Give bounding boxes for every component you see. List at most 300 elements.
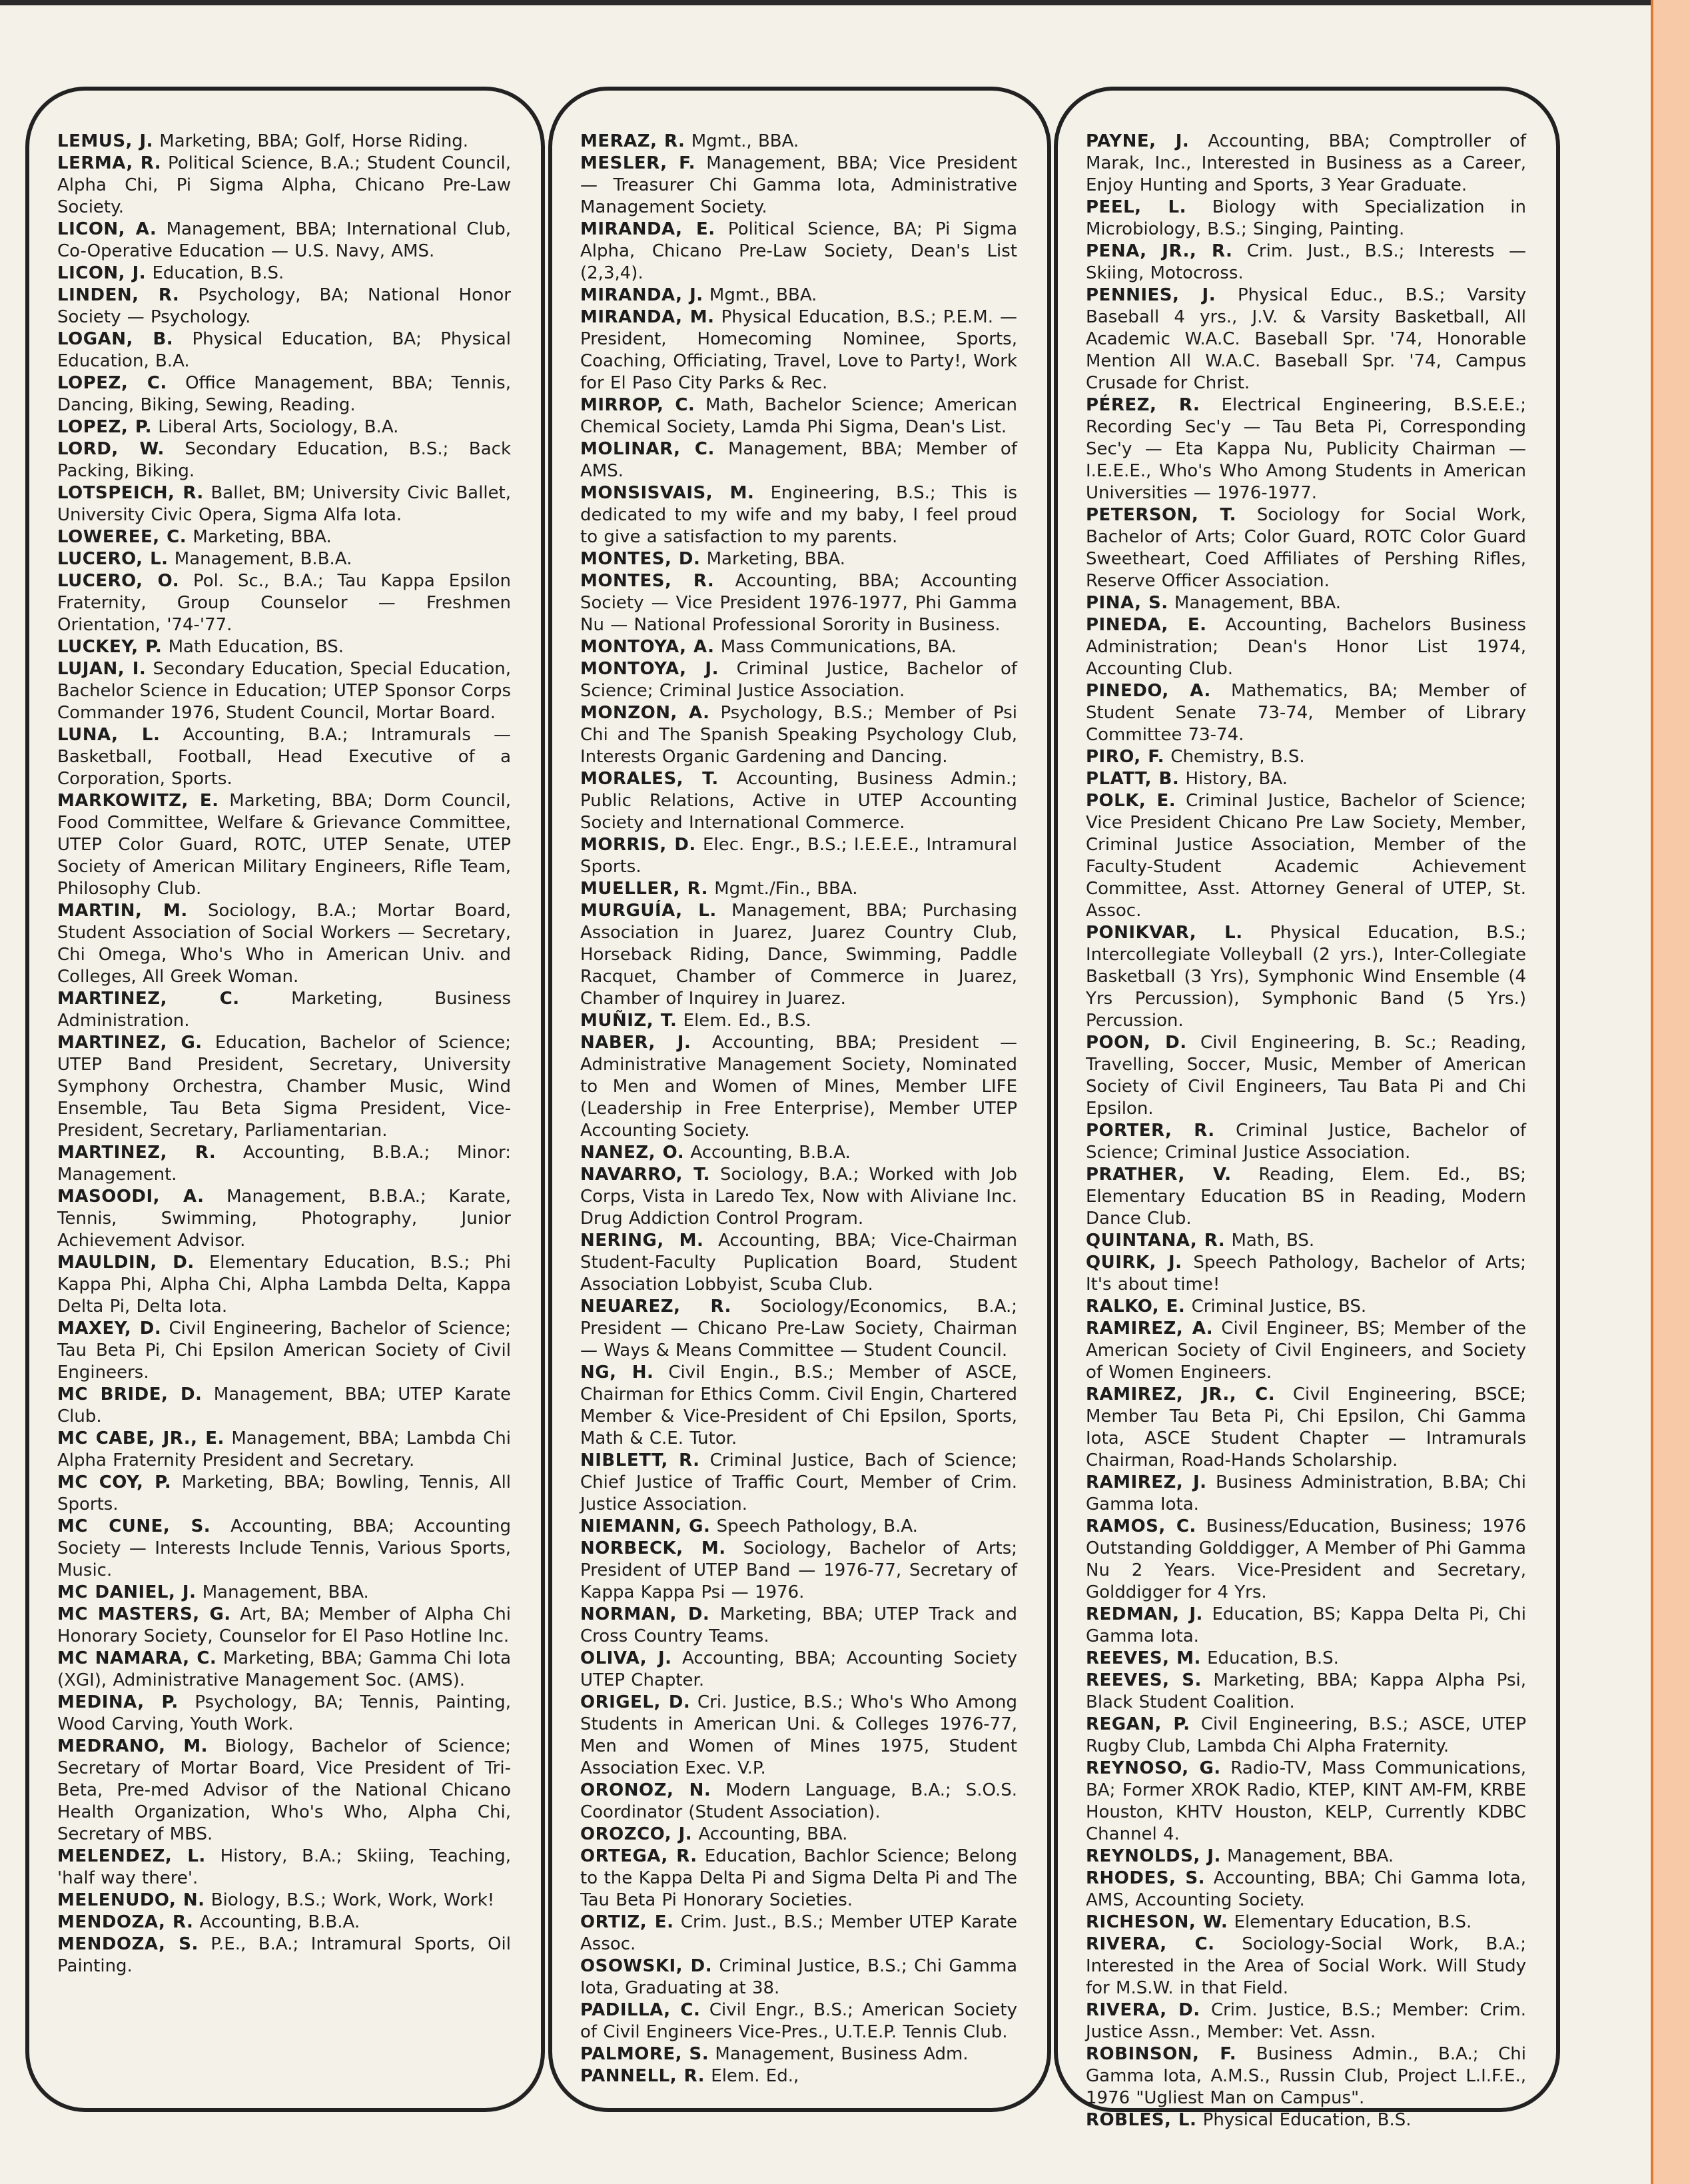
senior-name: PORTER, R. (1086, 1121, 1215, 1141)
senior-entry (57, 284, 511, 328)
senior-description: Marketing, BBA. (706, 549, 846, 569)
senior-description: Radio-TV, Mass Communications, BA; Former XROK Radio, KTEP, KINT AM-FM, KRBE Houston, KHTV Houston, KELP, Currently KDBC Channel 4. (1086, 1758, 1527, 1844)
senior-entry (580, 1164, 1017, 1230)
senior-description: Sociology for Social Work, Bachelor of Arts; Color Guard, ROTC Color Guard Sweetheart, Coed Affiliates of Pershing Rifles, Reserve Officer Association. (1086, 505, 1527, 591)
senior-entry (1086, 1384, 1526, 1472)
senior-entry (580, 219, 1017, 284)
senior-entry (1086, 768, 1526, 790)
senior-description: Biology with Specialization in Microbiology, B.S.; Singing, Painting. (1086, 197, 1526, 239)
senior-name: PEEL, L. (1086, 197, 1186, 217)
senior-description: Civil Engineer, BS; Member of the American Society of Civil Engineers, and Society of Women Engineers. (1086, 1319, 1527, 1382)
senior-entry (57, 1384, 511, 1428)
senior-name: MONTOYA, J. (580, 659, 719, 679)
senior-entry (57, 482, 511, 526)
senior-description: Sociology, Bachelor of Arts; President of UTEP Band — 1976-77, Secretary of Kappa Kappa Psi — 1976. (580, 1538, 1018, 1602)
senior-name: LINDEN, R. (57, 285, 180, 305)
senior-entry (580, 1846, 1017, 1911)
senior-description: Accounting, B.B.A.; Minor: Management. (57, 1143, 511, 1185)
senior-entry (57, 219, 511, 263)
senior-description: Engineering, B.S.; This is dedicated to my wife and my baby, I feel proud to give a satisfaction to my parents. (580, 483, 1018, 547)
senior-entry (580, 1538, 1017, 1604)
senior-entry (1086, 1472, 1526, 1516)
senior-entry (1086, 504, 1526, 592)
senior-description: Chemistry, B.S. (1170, 747, 1305, 767)
senior-name: PINEDO, A. (1086, 681, 1211, 701)
senior-description: Modern Language, B.A.; S.O.S. Coordinator (Student Association). (580, 1780, 1017, 1822)
senior-entry (57, 1252, 511, 1318)
senior-entry (1086, 2109, 1526, 2131)
senior-entry (580, 1955, 1017, 1999)
senior-name: OROZCO, J. (580, 1824, 693, 1844)
senior-entry (1086, 1230, 1526, 1252)
column-3 (1054, 87, 1560, 2130)
senior-name: NIEMANN, G. (580, 1516, 711, 1536)
senior-name: PINA, S. (1086, 593, 1168, 613)
senior-description: Reading, Elem. Ed., BS; Elementary Education BS in Reading, Modern Dance Club. (1086, 1165, 1527, 1229)
senior-description: P.E., B.A.; Intramural Sports, Oil Painting. (57, 1934, 511, 1976)
senior-entry (57, 1648, 511, 1692)
senior-description: Civil Engineering, BSCE; Member Tau Beta Pi, Chi Epsilon, Chi Gamma Iota, ASCE Student Chapter — Intramurals Chairman, Road-Hands Scholarship. (1086, 1384, 1527, 1470)
senior-name: MONZON, A. (580, 703, 710, 723)
senior-entry (580, 1362, 1017, 1450)
senior-description: Mgmt., BBA. (709, 285, 817, 305)
senior-name: LERMA, R. (57, 153, 162, 173)
senior-description: Crim. Just., B.S.; Interests — Skiing, Motocross. (1086, 241, 1526, 283)
senior-entry (1086, 1032, 1526, 1120)
senior-name: MORALES, T. (580, 769, 719, 789)
senior-description: Management, BBA. (202, 1582, 369, 1602)
senior-description: Secondary Education, Special Education, Bachelor Science in Education; UTEP Sponsor Corps Commander 1976, Student Council, Mortar Board. (57, 659, 512, 723)
senior-name: PRATHER, V. (1086, 1165, 1232, 1185)
senior-entry (57, 1472, 511, 1516)
senior-entry (57, 263, 511, 284)
senior-description: Elementary Education, B.S. (1234, 1912, 1472, 1932)
senior-description: Civil Engr., B.S.; American Society of Civil Engineers Vice-Pres., U.T.E.P. Tennis Club. (580, 2000, 1017, 2042)
senior-name: OSOWSKI, D. (580, 1956, 713, 1976)
senior-name: MONTES, R. (580, 571, 715, 591)
senior-entry (580, 1604, 1017, 1648)
senior-description: History, B.A.; Skiing, Teaching, 'half way there'. (57, 1846, 512, 1888)
senior-entry (57, 1318, 511, 1384)
senior-name: QUINTANA, R. (1086, 1231, 1226, 1251)
senior-description: Accounting, BBA; Accounting Society UTEP Chapter. (580, 1648, 1017, 1690)
senior-name: MARKOWITZ, E. (57, 791, 219, 811)
senior-description: Accounting, BBA; Accounting Society — Interests Include Tennis, Various Sports, Music. (57, 1516, 511, 1580)
senior-description: Art, BA; Member of Alpha Chi Honorary Society, Counselor for El Paso Hotline Inc. (57, 1604, 512, 1646)
senior-entry (1086, 394, 1526, 504)
senior-entry (580, 1032, 1017, 1142)
senior-description: Physical Education, B.S.; Intercollegiate Volleyball (2 yrs.), Inter-Collegiate Basketball (3 Yrs), Symphonic Wind Ensemble (4 Yrs Percussion), Symphonic Band (5 Yrs.) Percussion. (1086, 923, 1526, 1031)
senior-name: LOPEZ, P. (57, 417, 152, 437)
senior-entry (57, 1604, 511, 1648)
senior-name: MONTES, D. (580, 549, 701, 569)
senior-name: PLATT, B. (1086, 769, 1180, 789)
senior-description: Business/Education, Business; 1976 Outstanding Golddigger, A Member of Phi Gamma Nu 2 Years. Vice-President and Secretary, Golddigger for 4 Yrs. (1086, 1516, 1526, 1602)
senior-name: MC COY, P. (57, 1472, 172, 1492)
senior-description: Criminal Justice, B.S.; Chi Gamma Iota, Graduating at 38. (580, 1956, 1017, 1998)
senior-description: Math, BS. (1231, 1231, 1315, 1251)
senior-entry (580, 394, 1017, 438)
senior-description: Marketing, BBA; UTEP Track and Cross Country Teams. (580, 1604, 1018, 1646)
senior-entry (580, 834, 1017, 878)
senior-entry (57, 570, 511, 636)
senior-name: QUIRK, J. (1086, 1253, 1182, 1273)
senior-name: MARTIN, M. (57, 901, 188, 921)
senior-entry (57, 1736, 511, 1846)
senior-name: RIVERA, C. (1086, 1934, 1215, 1954)
senior-entry (580, 658, 1017, 702)
senior-name: RAMIREZ, J. (1086, 1472, 1207, 1492)
senior-name: MENDOZA, R. (57, 1912, 194, 1932)
senior-description: Biology, Bachelor of Science; Secretary of Mortar Board, Vice President of Tri-Beta, Pre-med Advisor of the National Chicano Health Organization, Who's Who, Alpha Chi, Secretary of MBS. (57, 1736, 512, 1844)
senior-description: Marketing, BBA; Golf, Horse Riding. (159, 131, 469, 151)
senior-entry (57, 658, 511, 724)
senior-description: Criminal Justice, Bachelor of Science; Criminal Justice Association. (1086, 1121, 1527, 1163)
senior-entry (580, 306, 1017, 394)
senior-name: MOLINAR, C. (580, 439, 715, 459)
senior-description: Education, B.S. (152, 263, 284, 283)
senior-name: LUCKEY, P. (57, 637, 163, 657)
senior-name: MEDINA, P. (57, 1692, 179, 1712)
senior-entry (1086, 1318, 1526, 1384)
senior-name: MELENUDO, N. (57, 1890, 205, 1910)
senior-name: NERING, M. (580, 1231, 704, 1251)
senior-description: Management, BBA; Vice President — Treasurer Chi Gamma Iota, Administrative Management Society. (580, 153, 1017, 217)
senior-name: PANNELL, R. (580, 2066, 705, 2086)
senior-description: Business Admin., B.A.; Chi Gamma Iota, A.M.S., Russin Club, Project L.I.F.E., 1976 "Ugliest Man on Campus". (1086, 2044, 1526, 2108)
senior-name: LICON, J. (57, 263, 147, 283)
senior-description: Marketing, BBA. (193, 527, 332, 547)
senior-entry (1086, 1648, 1526, 1670)
senior-name: MURGUÍA, L. (580, 901, 717, 921)
senior-name: MC CABE, JR., E. (57, 1428, 224, 1448)
senior-name: RIVERA, D. (1086, 2000, 1200, 2020)
senior-description: Sociology/Economics, B.A.; President — Chicano Pre-Law Society, Chairman — Ways & Means Committee — Student Council. (580, 1297, 1017, 1361)
senior-name: LUCERO, O. (57, 571, 180, 591)
senior-entry (1086, 592, 1526, 614)
senior-name: LOGAN, B. (57, 329, 174, 349)
senior-description: Accounting, B.B.A. (690, 1143, 851, 1163)
senior-entry (57, 724, 511, 790)
senior-entry (1086, 1296, 1526, 1318)
senior-name: RICHESON, W. (1086, 1912, 1228, 1932)
senior-entry (1086, 790, 1526, 922)
senior-name: MC CUNE, S. (57, 1516, 211, 1536)
senior-entry (580, 1692, 1017, 1780)
senior-description: Ballet, BM; University Civic Ballet, University Civic Opera, Sigma Alfa Iota. (57, 483, 512, 525)
senior-name: ORTIZ, E. (580, 1912, 674, 1932)
senior-name: ORTEGA, R. (580, 1846, 697, 1866)
senior-description: Mgmt., BBA. (691, 131, 799, 151)
senior-name: PAYNE, J. (1086, 131, 1190, 151)
senior-description: Political Science, BA; Pi Sigma Alpha, Chicano Pre-Law Society, Dean's List (2,3,4). (580, 219, 1018, 283)
senior-entry (57, 1516, 511, 1582)
senior-description: Accounting, BBA; Accounting Society — Vice President 1976-1977, Phi Gamma Nu — National Professional Sorority in Business. (580, 571, 1018, 635)
senior-entry (580, 768, 1017, 834)
senior-description: Speech Pathology, Bachelor of Arts; It's about time! (1086, 1253, 1526, 1295)
senior-entry (1086, 1120, 1526, 1164)
column-2 (548, 87, 1051, 2112)
senior-description: Crim. Justice, B.S.; Member: Crim. Justice Assn., Member: Vet. Assn. (1086, 2000, 1527, 2042)
senior-description: Management, B.B.A.; Karate, Tennis, Swimming, Photography, Junior Achievement Advisor. (57, 1187, 512, 1251)
senior-description: Sociology-Social Work, B.A.; Interested in the Area of Social Work. Will Study for M.S.W. in that Field. (1086, 1934, 1526, 1998)
senior-name: MIRROP, C. (580, 395, 695, 415)
senior-entry (580, 131, 1017, 153)
senior-description: Criminal Justice, Bachelor of Science; Vice President Chicano Pre Law Society, Member, Criminal Justice Association, Member of the Faculty-Student Academic Achievement Committee, Asst. Attorney General of UTEP, St. Assoc. (1086, 791, 1527, 921)
senior-description: Civil Engin., B.S.; Member of ASCE, Chairman for Ethics Comm. Civil Engin, Chartered Member & Vice-President of Chi Epsilon, Sports, Math & C.E. Tutor. (580, 1363, 1018, 1448)
senior-description: Physical Education, B.S. (1202, 2110, 1412, 2130)
senior-description: Biology, B.S.; Work, Work, Work! (211, 1890, 495, 1910)
senior-entry (580, 482, 1017, 548)
senior-description: Mgmt./Fin., BBA. (714, 879, 858, 899)
senior-entry (580, 1999, 1017, 2043)
senior-name: PADILLA, C. (580, 2000, 701, 2020)
senior-description: Accounting, B.B.A. (199, 1912, 360, 1932)
senior-description: Management, BBA; Lambda Chi Alpha Fraternity President and Secretary. (57, 1428, 512, 1470)
page-edge (1651, 0, 1690, 2184)
senior-name: PENA, JR., R. (1086, 241, 1233, 261)
senior-name: RAMOS, C. (1086, 1516, 1196, 1536)
senior-name: PIRO, F. (1086, 747, 1165, 767)
senior-entry (1086, 1911, 1526, 1933)
senior-description: Education, BS; Kappa Delta Pi, Chi Gamma Iota. (1086, 1604, 1526, 1646)
senior-entry (1086, 1252, 1526, 1296)
senior-entry (1086, 614, 1526, 680)
senior-description: Physical Education, BA; Physical Education, B.A. (57, 329, 511, 371)
senior-description: Management, Business Adm. (715, 2044, 969, 2064)
senior-entry (580, 1450, 1017, 1516)
senior-name: MERAZ, R. (580, 131, 685, 151)
senior-entry (57, 131, 511, 153)
senior-entry (57, 1582, 511, 1604)
senior-entry (57, 328, 511, 372)
senior-name: MENDOZA, S. (57, 1934, 199, 1954)
senior-entry (580, 1296, 1017, 1362)
senior-entry (1086, 746, 1526, 768)
senior-entry (57, 548, 511, 570)
senior-description: History, BA. (1185, 769, 1288, 789)
senior-description: Accounting, BBA. (698, 1824, 848, 1844)
senior-description: Business Administration, B.BA; Chi Gamma Iota. (1086, 1472, 1526, 1514)
senior-name: PONIKVAR, L. (1086, 923, 1243, 943)
senior-entry (57, 1692, 511, 1736)
senior-name: MIRANDA, E. (580, 219, 715, 239)
senior-name: MC DANIEL, J. (57, 1582, 197, 1602)
senior-entry (1086, 131, 1526, 197)
senior-entry (580, 2043, 1017, 2065)
senior-name: RAMIREZ, JR., C. (1086, 1384, 1276, 1404)
senior-name: ORONOZ, N. (580, 1780, 711, 1800)
senior-name: LEMUS, J. (57, 131, 154, 151)
senior-entry (57, 1142, 511, 1186)
senior-entry (57, 1032, 511, 1142)
senior-entry (580, 1142, 1017, 1164)
senior-entry (57, 438, 511, 482)
senior-name: MIRANDA, M. (580, 307, 715, 327)
senior-description: Accounting, B.A.; Intramurals — Basketball, Football, Head Executive of a Corporation, Sports. (57, 725, 511, 789)
senior-description: Management, BBA. (1174, 593, 1341, 613)
senior-name: NANEZ, O. (580, 1143, 685, 1163)
senior-entry (1086, 1714, 1526, 1758)
senior-name: PALMORE, S. (580, 2044, 709, 2064)
senior-description: Liberal Arts, Sociology, B.A. (158, 417, 399, 437)
senior-description: Elem. Ed., B.S. (683, 1011, 811, 1031)
senior-name: MUELLER, R. (580, 879, 708, 899)
senior-description: Accounting, BBA; Vice-Chairman Student-Faculty Puplication Board, Student Association Lobbyist, Scuba Club. (580, 1231, 1018, 1295)
top-rule (0, 0, 1652, 5)
senior-entry (1086, 1604, 1526, 1648)
senior-name: NORBECK, M. (580, 1538, 726, 1558)
senior-description: Mathematics, BA; Member of Student Senate 73-74, Member of Library Committee 73-74. (1086, 681, 1527, 745)
senior-entry (1086, 1868, 1526, 1911)
senior-description: Office Management, BBA; Tennis, Dancing, Biking, Sewing, Reading. (57, 373, 511, 415)
senior-name: NG, H. (580, 1363, 654, 1382)
senior-name: MESLER, F. (580, 153, 695, 173)
senior-entry (580, 1010, 1017, 1032)
senior-entry (57, 636, 511, 658)
senior-entry (580, 2065, 1017, 2087)
senior-name: REEVES, M. (1086, 1648, 1201, 1668)
senior-name: NEUAREZ, R. (580, 1297, 731, 1317)
senior-name: LUJAN, I. (57, 659, 147, 679)
senior-entry (1086, 1516, 1526, 1604)
senior-name: LOWEREE, C. (57, 527, 187, 547)
senior-description: Management, BBA. (1227, 1846, 1394, 1866)
senior-entry (580, 1780, 1017, 1824)
senior-entry (57, 1933, 511, 1977)
senior-description: Psychology, BA; Tennis, Painting, Wood Carving, Youth Work. (57, 1692, 512, 1734)
senior-name: POON, D. (1086, 1033, 1187, 1053)
senior-entry (580, 153, 1017, 219)
senior-name: MEDRANO, M. (57, 1736, 209, 1756)
senior-description: Political Science, B.A.; Student Council, Alpha Chi, Pi Sigma Alpha, Chicano Pre-Law Society. (57, 153, 512, 217)
senior-name: REGAN, P. (1086, 1714, 1190, 1734)
senior-description: Elementary Education, B.S.; Phi Kappa Phi, Alpha Chi, Alpha Lambda Delta, Kappa Delta Pi, Delta Iota. (57, 1253, 512, 1317)
senior-name: MAULDIN, D. (57, 1253, 195, 1273)
senior-description: Accounting, Business Admin.; Public Relations, Active in UTEP Accounting Society and International Commerce. (580, 769, 1018, 833)
senior-entry (580, 438, 1017, 482)
senior-name: MAXEY, D. (57, 1319, 162, 1339)
senior-name: MELENDEZ, L. (57, 1846, 206, 1866)
senior-entry (580, 1911, 1017, 1955)
senior-entry (57, 988, 511, 1032)
senior-name: NAVARRO, T. (580, 1165, 710, 1185)
senior-description: Pol. Sc., B.A.; Tau Kappa Epsilon Fraternity, Group Counselor — Freshmen Orientation, '74-'77. (57, 571, 512, 635)
senior-name: REEVES, S. (1086, 1670, 1202, 1690)
senior-entry (1086, 680, 1526, 746)
senior-entry (580, 1648, 1017, 1692)
senior-description: Elec. Engr., B.S.; I.E.E.E., Intramural Sports. (580, 835, 1018, 877)
senior-name: PENNIES, J. (1086, 285, 1216, 305)
senior-description: Civil Engineering, Bachelor of Science; Tau Beta Pi, Chi Epsilon American Society of Civil Engineers. (57, 1319, 511, 1382)
senior-description: Electrical Engineering, B.S.E.E.; Recording Sec'y — Tau Beta Pi, Corresponding Sec'y — Eta Kappa Nu, Publicity Chairman — I.E.E.E., Who's Who Among Students in American Universities — 1976-1977. (1086, 395, 1527, 503)
senior-description: Accounting, BBA; President — Administrative Management Society, Nominated to Men and Women of Mines, Member LIFE (Leadership in Free Enterprise), Member UTEP Accounting Society. (580, 1033, 1017, 1141)
senior-entry (57, 790, 511, 900)
senior-entry (580, 636, 1017, 658)
senior-name: OLIVA, J. (580, 1648, 672, 1668)
senior-name: RHODES, S. (1086, 1868, 1205, 1888)
senior-description: Sociology, B.A.; Mortar Board, Student Association of Social Workers — Secretary, Chi Omega, Who's Who in American Univ. and Colleges, All Greek Woman. (57, 901, 512, 987)
senior-description: Marketing, BBA; Dorm Council, Food Committee, Welfare & Grievance Committee, UTEP Color Guard, ROTC, UTEP Senate, UTEP Society of American Military Engineers, Rifle Team, Philosophy Club. (57, 791, 512, 899)
senior-name: NABER, J. (580, 1033, 691, 1053)
senior-entry (57, 1911, 511, 1933)
senior-description: Sociology, B.A.; Worked with Job Corps, Vista in Laredo Tex, Now with Aliviane Inc. Drug Addiction Control Program. (580, 1165, 1018, 1229)
senior-name: LOPEZ, C. (57, 373, 167, 393)
senior-description: Math Education, BS. (168, 637, 344, 657)
senior-name: ROBLES, L. (1086, 2110, 1197, 2130)
senior-entry (1086, 1670, 1526, 1714)
senior-entry (580, 1824, 1017, 1846)
senior-entry (57, 1846, 511, 1890)
senior-entry (580, 284, 1017, 306)
senior-description: Education, B.S. (1207, 1648, 1339, 1668)
senior-name: REYNOSO, G. (1086, 1758, 1221, 1778)
senior-entry (580, 548, 1017, 570)
senior-name: RALKO, E. (1086, 1297, 1186, 1317)
senior-entry (580, 900, 1017, 1010)
senior-description: Education, Bachelor of Science; UTEP Band President, Secretary, University Symphony Orchestra, Chamber Music, Wind Ensemble, Tau Beta Sigma President, Vice-President, Secretary, Parliamentarian. (57, 1033, 512, 1141)
senior-description: Psychology, BA; National Honor Society — Psychology. (57, 285, 511, 327)
senior-entry (1086, 1164, 1526, 1230)
senior-entry (580, 1516, 1017, 1538)
senior-entry (580, 878, 1017, 900)
senior-entry (1086, 922, 1526, 1032)
senior-name: MARTINEZ, C. (57, 989, 240, 1009)
senior-name: MARTINEZ, G. (57, 1033, 203, 1053)
senior-entry (1086, 2043, 1526, 2109)
senior-description: Management, BBA; Purchasing Association in Juarez, Juarez Country Club, Horseback Riding, Dance, Swimming, Paddle Racquet, Chamber of Commerce in Juarez, Chamber of Inquirey in Juarez. (580, 901, 1017, 1009)
senior-description: Cri. Justice, B.S.; Who's Who Among Students in American Uni. & Colleges 1976-77, Men and Women of Mines 1975, Student Association Exec. V.P. (580, 1692, 1018, 1778)
senior-entry (580, 570, 1017, 636)
senior-name: LOTSPEICH, R. (57, 483, 204, 503)
senior-name: MARTINEZ, R. (57, 1143, 216, 1163)
senior-name: PETERSON, T. (1086, 505, 1237, 525)
column-1 (25, 87, 545, 2112)
senior-name: REYNOLDS, J. (1086, 1846, 1221, 1866)
senior-entry (57, 1890, 511, 1911)
senior-entry (1086, 284, 1526, 394)
senior-entry (1086, 1846, 1526, 1868)
senior-description: Marketing, BBA; Bowling, Tennis, All Sports. (57, 1472, 512, 1514)
senior-name: POLK, E. (1086, 791, 1176, 811)
senior-entry (57, 372, 511, 416)
senior-description: Mass Communications, BA. (720, 637, 957, 657)
senior-name: MUÑIZ, T. (580, 1011, 677, 1031)
senior-name: PÉREZ, R. (1086, 395, 1200, 415)
senior-name: MASOODI, A. (57, 1187, 205, 1207)
senior-name: LUNA, L. (57, 725, 161, 745)
senior-description: Crim. Just., B.S.; Member UTEP Karate Assoc. (580, 1912, 1017, 1954)
senior-name: MC NAMARA, C. (57, 1648, 217, 1668)
senior-description: Psychology, B.S.; Member of Psi Chi and The Spanish Speaking Psychology Club, Interests Organic Gardening and Dancing. (580, 703, 1018, 767)
senior-description: Education, Bachlor Science; Belong to the Kappa Delta Pi and Sigma Delta Pi and The Tau Beta Pi Honorary Societies. (580, 1846, 1017, 1910)
senior-description: Marketing, Business Administration. (57, 989, 512, 1031)
senior-entry (57, 1428, 511, 1472)
senior-description: Criminal Justice, Bachelor of Science; Criminal Justice Association. (580, 659, 1017, 701)
senior-entry (1086, 1758, 1526, 1846)
senior-description: Civil Engineering, B. Sc.; Reading, Travelling, Soccer, Music, Member of American Society of Civil Engineers, Tau Bata Pi and Chi Epsilon. (1086, 1033, 1527, 1119)
senior-entry (1086, 241, 1526, 284)
senior-name: ROBINSON, F. (1086, 2044, 1237, 2064)
senior-entry (57, 416, 511, 438)
senior-entry (580, 1230, 1017, 1296)
senior-entry (57, 526, 511, 548)
senior-name: MONSISVAIS, M. (580, 483, 755, 503)
senior-description: Accounting, BBA; Comptroller of Marak, Inc., Interested in Business as a Career, Enjoy Hunting and Sports, 3 Year Graduate. (1086, 131, 1526, 195)
senior-description: Physical Education, B.S.; P.E.M. — President, Homecoming Nominee, Sports, Coaching, Officiating, Travel, Love to Party!, Work for El Paso City Parks & Rec. (580, 307, 1017, 393)
senior-description: Speech Pathology, B.A. (716, 1516, 918, 1536)
senior-name: NIBLETT, R. (580, 1450, 700, 1470)
